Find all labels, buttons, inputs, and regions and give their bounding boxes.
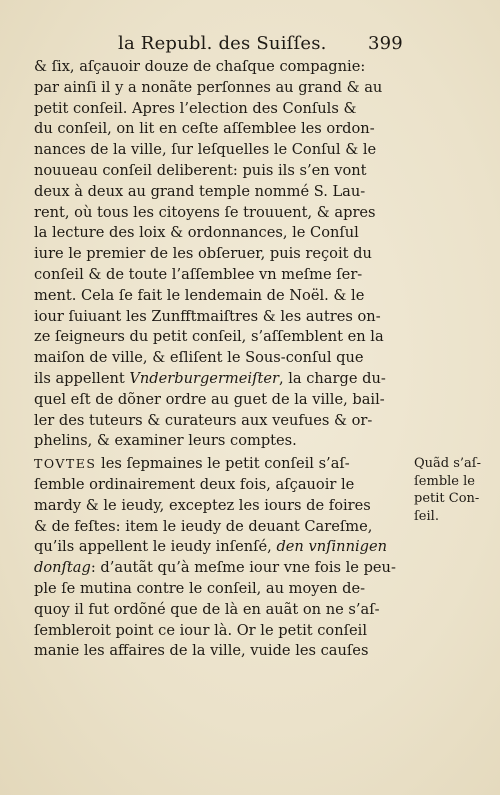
text-line: quoy il fut ordõné que de là en auãt on ne s’aſ-	[34, 600, 380, 618]
text-line: nouueau conſeil deliberent: puis ils s’en vont	[34, 161, 367, 179]
small-caps-opening: TOVTES	[34, 456, 97, 472]
marginal-line: petit Con-	[414, 491, 480, 506]
text-run: ils appellent	[34, 369, 130, 387]
text-line: mardy & le ieudy, exceptez les iours de foires	[34, 496, 371, 514]
text-line: par ainſi il y a nonãte perſonnes au grand & au	[34, 78, 383, 96]
text-line: deux à deux au grand temple nommé S. Lau-	[34, 182, 366, 200]
text-line: ſemble ordinairement deux fois, aſçauoir le	[34, 475, 355, 493]
text-run: qu’ils appellent le ieudy inſenſé,	[34, 538, 277, 556]
italic-term: donſtag	[34, 559, 91, 577]
running-header	[118, 34, 408, 54]
text-run: , la charge du-	[278, 369, 386, 387]
text-line: ple ſe mutina contre le conſeil, au moyen de-	[34, 579, 366, 597]
body-text	[34, 57, 414, 662]
text-line: ſembleroit point ce iour là. Or le petit conſeil	[34, 621, 367, 639]
marginal-line: ſeil.	[414, 508, 439, 524]
text-line: petit conſeil. Apres l’election des Conſuls &	[34, 99, 357, 117]
page-number: 399	[368, 33, 403, 54]
text-line: conſeil & de toute l’aſſemblee vn meſme ſer-	[34, 265, 363, 283]
marginal-note	[414, 455, 496, 525]
running-title: la Republ. des Suiſſes.	[118, 33, 327, 54]
marginal-line: Quãd s’aſ-	[414, 456, 481, 471]
text-line: & ſix, aſçauoir douze de chaſque compagnie:	[34, 58, 366, 75]
text-run: les ſepmaines le petit conſeil s’aſ-	[96, 455, 350, 473]
italic-term: den vnſinnigen	[276, 538, 388, 556]
text-line: du conſeil, on lit en ceſte aſſemblee les ordon-	[34, 120, 375, 138]
text-line: ler des tuteurs & curateurs aux veufues & or-	[34, 411, 373, 429]
text-line	[34, 369, 414, 390]
text-line: phelins, & examiner leurs comptes.	[34, 432, 297, 450]
text-run: : d’autãt qu’à meſme iour vne fois le peu-	[90, 559, 396, 577]
text-line: quel eſt de dõner ordre au guet de la ville, bail-	[34, 390, 385, 408]
paragraph-first-line	[34, 454, 414, 475]
text-line: iure le premier de les obſeruer, puis reçoit du	[34, 245, 372, 263]
italic-term: Vnderburgermeiſter	[129, 369, 279, 387]
marginal-line: ſemble le	[414, 473, 475, 489]
text-line	[34, 537, 414, 558]
text-line: nances de la ville, ſur leſquelles le Conſul & le	[34, 141, 377, 159]
text-line	[34, 558, 414, 579]
text-line: iour ſuiuant les Zunfftmaiſtres & les autres on-	[34, 307, 381, 325]
text-line: rent, où tous les citoyens ſe trouuent, & apres	[34, 203, 376, 221]
text-line: ze ſeigneurs du petit conſeil, s’aſſemblent en la	[34, 328, 384, 346]
text-line: la lecture des loix & ordonnances, le Conſul	[34, 224, 359, 242]
text-line: maiſon de ville, & eſliſent le Sous-conſul que	[34, 349, 364, 367]
text-line: ment. Cela ſe fait le lendemain de Noël. & le	[34, 286, 365, 304]
text-line: & de feſtes: item le ieudy de deuant Careſme,	[34, 517, 373, 535]
text-line: manie les affaires de la ville, vuide les cauſes	[34, 642, 369, 660]
